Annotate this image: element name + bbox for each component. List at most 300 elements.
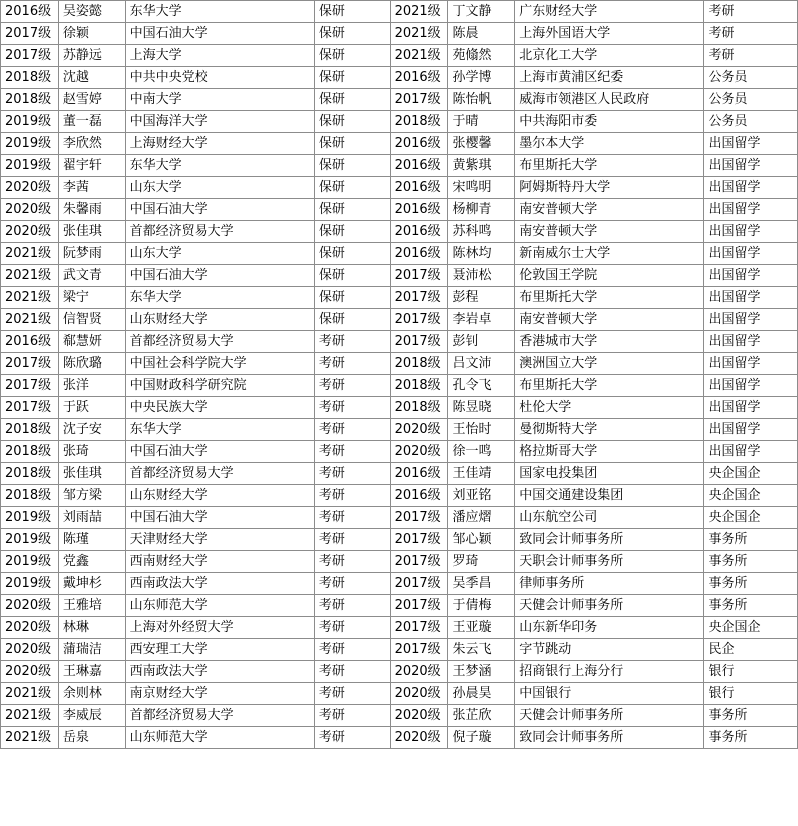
cell-year_right: 2021级 [390, 1, 448, 23]
cell-type_right: 央企国企 [704, 485, 798, 507]
cell-year_left: 2020级 [1, 661, 59, 683]
cell-year_right: 2018级 [390, 353, 448, 375]
cell-name_right: 黄紫琪 [448, 155, 515, 177]
cell-year_left: 2019级 [1, 155, 59, 177]
cell-type_right: 出国留学 [704, 199, 798, 221]
cell-year_right: 2017级 [390, 309, 448, 331]
cell-destination_right: 阿姆斯特丹大学 [515, 177, 704, 199]
cell-type_left: 考研 [314, 419, 390, 441]
cell-year_left: 2021级 [1, 683, 59, 705]
cell-type_left: 保研 [314, 199, 390, 221]
cell-year_right: 2017级 [390, 595, 448, 617]
cell-destination_right: 威海市领港区人民政府 [515, 89, 704, 111]
cell-name_left: 郗慧妍 [58, 331, 125, 353]
cell-destination_left: 中国石油大学 [125, 441, 314, 463]
cell-destination_left: 天津财经大学 [125, 529, 314, 551]
cell-type_left: 保研 [314, 111, 390, 133]
cell-destination_left: 中共中央党校 [125, 67, 314, 89]
cell-type_right: 出国留学 [704, 397, 798, 419]
cell-destination_right: 天职会计师事务所 [515, 551, 704, 573]
cell-name_left: 梁宁 [58, 287, 125, 309]
cell-year_right: 2017级 [390, 331, 448, 353]
table-row [1, 1, 798, 23]
cell-year_right: 2016级 [390, 67, 448, 89]
cell-destination_right: 国家电投集团 [515, 463, 704, 485]
cell-type_right: 出国留学 [704, 331, 798, 353]
cell-year_right: 2018级 [390, 375, 448, 397]
cell-type_left: 考研 [314, 397, 390, 419]
cell-year_right: 2017级 [390, 265, 448, 287]
cell-type_left: 考研 [314, 507, 390, 529]
cell-type_right: 民企 [704, 639, 798, 661]
table-row [1, 89, 798, 111]
cell-name_left: 李威辰 [58, 705, 125, 727]
cell-name_right: 吕文沛 [448, 353, 515, 375]
table-row [1, 287, 798, 309]
cell-type_left: 考研 [314, 573, 390, 595]
table-row [1, 221, 798, 243]
cell-name_right: 于倩梅 [448, 595, 515, 617]
cell-name_right: 张樱馨 [448, 133, 515, 155]
cell-type_right: 事务所 [704, 529, 798, 551]
cell-name_left: 邹方梁 [58, 485, 125, 507]
cell-name_right: 徐一鸣 [448, 441, 515, 463]
cell-destination_left: 山东财经大学 [125, 309, 314, 331]
table-row [1, 639, 798, 661]
cell-year_right: 2020级 [390, 683, 448, 705]
cell-type_right: 银行 [704, 683, 798, 705]
cell-year_left: 2016级 [1, 1, 59, 23]
cell-year_left: 2019级 [1, 111, 59, 133]
cell-destination_left: 东华大学 [125, 1, 314, 23]
cell-type_right: 考研 [704, 45, 798, 67]
cell-destination_left: 中南大学 [125, 89, 314, 111]
cell-name_right: 丁文静 [448, 1, 515, 23]
cell-type_right: 出国留学 [704, 155, 798, 177]
table-row [1, 683, 798, 705]
table-row [1, 243, 798, 265]
cell-year_right: 2017级 [390, 529, 448, 551]
cell-year_left: 2018级 [1, 419, 59, 441]
cell-destination_right: 北京化工大学 [515, 45, 704, 67]
cell-type_right: 出国留学 [704, 177, 798, 199]
cell-type_right: 事务所 [704, 595, 798, 617]
cell-type_right: 公务员 [704, 67, 798, 89]
cell-name_right: 潘应熠 [448, 507, 515, 529]
cell-destination_left: 山东大学 [125, 243, 314, 265]
cell-name_left: 阮梦雨 [58, 243, 125, 265]
cell-type_left: 考研 [314, 441, 390, 463]
cell-type_left: 考研 [314, 705, 390, 727]
cell-destination_right: 南安普顿大学 [515, 199, 704, 221]
cell-destination_right: 山东航空公司 [515, 507, 704, 529]
cell-name_left: 张佳琪 [58, 463, 125, 485]
cell-type_right: 央企国企 [704, 617, 798, 639]
cell-year_right: 2021级 [390, 23, 448, 45]
cell-year_left: 2020级 [1, 617, 59, 639]
cell-destination_right: 字节跳动 [515, 639, 704, 661]
cell-destination_left: 首都经济贸易大学 [125, 331, 314, 353]
cell-year_left: 2017级 [1, 23, 59, 45]
cell-destination_right: 律师事务所 [515, 573, 704, 595]
cell-name_left: 岳泉 [58, 727, 125, 749]
cell-destination_left: 东华大学 [125, 419, 314, 441]
cell-destination_left: 东华大学 [125, 155, 314, 177]
cell-type_left: 考研 [314, 375, 390, 397]
cell-type_left: 保研 [314, 1, 390, 23]
cell-name_right: 朱云飞 [448, 639, 515, 661]
cell-destination_left: 中国社会科学院大学 [125, 353, 314, 375]
table-row [1, 199, 798, 221]
cell-year_right: 2016级 [390, 485, 448, 507]
cell-destination_left: 东华大学 [125, 287, 314, 309]
cell-year_left: 2016级 [1, 331, 59, 353]
cell-year_left: 2019级 [1, 133, 59, 155]
cell-name_right: 彭钊 [448, 331, 515, 353]
cell-year_right: 2017级 [390, 639, 448, 661]
cell-year_right: 2017级 [390, 89, 448, 111]
cell-type_right: 出国留学 [704, 287, 798, 309]
cell-type_left: 考研 [314, 661, 390, 683]
cell-name_left: 戴坤杉 [58, 573, 125, 595]
cell-name_left: 刘雨喆 [58, 507, 125, 529]
cell-type_right: 央企国企 [704, 463, 798, 485]
cell-year_left: 2019级 [1, 573, 59, 595]
cell-name_left: 徐颖 [58, 23, 125, 45]
cell-destination_left: 中国财政科学研究院 [125, 375, 314, 397]
cell-type_left: 考研 [314, 639, 390, 661]
cell-type_left: 保研 [314, 45, 390, 67]
cell-type_right: 出国留学 [704, 221, 798, 243]
table-row [1, 419, 798, 441]
cell-year_left: 2020级 [1, 639, 59, 661]
cell-year_right: 2017级 [390, 617, 448, 639]
cell-type_right: 出国留学 [704, 419, 798, 441]
table-row [1, 529, 798, 551]
cell-destination_left: 首都经济贸易大学 [125, 705, 314, 727]
cell-year_right: 2016级 [390, 199, 448, 221]
cell-name_left: 蒲瑞洁 [58, 639, 125, 661]
cell-type_left: 保研 [314, 177, 390, 199]
cell-year_left: 2020级 [1, 595, 59, 617]
cell-year_right: 2016级 [390, 243, 448, 265]
cell-destination_right: 天健会计师事务所 [515, 705, 704, 727]
cell-name_left: 王琳嘉 [58, 661, 125, 683]
cell-destination_right: 中国银行 [515, 683, 704, 705]
cell-type_left: 考研 [314, 485, 390, 507]
cell-destination_right: 南安普顿大学 [515, 309, 704, 331]
cell-type_left: 保研 [314, 309, 390, 331]
cell-destination_left: 首都经济贸易大学 [125, 463, 314, 485]
cell-destination_left: 首都经济贸易大学 [125, 221, 314, 243]
cell-destination_left: 山东师范大学 [125, 727, 314, 749]
cell-type_right: 公务员 [704, 111, 798, 133]
cell-type_left: 保研 [314, 133, 390, 155]
cell-name_right: 李岩卓 [448, 309, 515, 331]
cell-destination_left: 山东大学 [125, 177, 314, 199]
cell-year_left: 2021级 [1, 705, 59, 727]
cell-name_right: 刘亚铭 [448, 485, 515, 507]
table-row [1, 661, 798, 683]
cell-destination_right: 山东新华印务 [515, 617, 704, 639]
cell-year_right: 2016级 [390, 155, 448, 177]
cell-type_right: 事务所 [704, 551, 798, 573]
cell-name_left: 李茜 [58, 177, 125, 199]
cell-name_left: 信智贤 [58, 309, 125, 331]
cell-destination_left: 中国石油大学 [125, 265, 314, 287]
cell-destination_right: 上海外国语大学 [515, 23, 704, 45]
cell-type_left: 考研 [314, 595, 390, 617]
cell-name_right: 宋鸣明 [448, 177, 515, 199]
cell-year_left: 2020级 [1, 221, 59, 243]
cell-year_left: 2018级 [1, 485, 59, 507]
cell-name_left: 余则林 [58, 683, 125, 705]
cell-year_left: 2017级 [1, 375, 59, 397]
cell-type_right: 央企国企 [704, 507, 798, 529]
cell-year_left: 2021级 [1, 727, 59, 749]
cell-destination_right: 南安普顿大学 [515, 221, 704, 243]
cell-name_left: 李欣然 [58, 133, 125, 155]
table-row [1, 375, 798, 397]
table-row [1, 727, 798, 749]
cell-year_right: 2017级 [390, 551, 448, 573]
cell-type_left: 考研 [314, 617, 390, 639]
cell-destination_left: 上海大学 [125, 45, 314, 67]
cell-year_left: 2020级 [1, 199, 59, 221]
cell-destination_left: 中国石油大学 [125, 23, 314, 45]
cell-name_left: 于跃 [58, 397, 125, 419]
cell-year_left: 2018级 [1, 89, 59, 111]
cell-year_right: 2021级 [390, 45, 448, 67]
cell-name_right: 倪子璇 [448, 727, 515, 749]
cell-destination_right: 杜伦大学 [515, 397, 704, 419]
cell-name_left: 张洋 [58, 375, 125, 397]
cell-year_right: 2016级 [390, 221, 448, 243]
table-row [1, 595, 798, 617]
cell-destination_left: 山东师范大学 [125, 595, 314, 617]
table-row [1, 133, 798, 155]
cell-year_right: 2016级 [390, 177, 448, 199]
cell-type_right: 考研 [704, 1, 798, 23]
cell-type_right: 银行 [704, 661, 798, 683]
cell-name_right: 王梦涵 [448, 661, 515, 683]
cell-year_left: 2021级 [1, 309, 59, 331]
cell-name_right: 王怡时 [448, 419, 515, 441]
cell-type_left: 考研 [314, 331, 390, 353]
cell-year_right: 2020级 [390, 705, 448, 727]
cell-type_right: 事务所 [704, 573, 798, 595]
cell-year_right: 2016级 [390, 133, 448, 155]
cell-destination_right: 布里斯托大学 [515, 375, 704, 397]
cell-type_right: 公务员 [704, 89, 798, 111]
cell-destination_right: 致同会计师事务所 [515, 529, 704, 551]
cell-year_right: 2020级 [390, 441, 448, 463]
cell-name_right: 陈昱晓 [448, 397, 515, 419]
cell-type_right: 出国留学 [704, 265, 798, 287]
cell-destination_left: 西安理工大学 [125, 639, 314, 661]
cell-year_right: 2018级 [390, 397, 448, 419]
cell-destination_right: 招商银行上海分行 [515, 661, 704, 683]
cell-year_right: 2017级 [390, 573, 448, 595]
cell-name_right: 聂沛松 [448, 265, 515, 287]
table-row [1, 45, 798, 67]
cell-year_left: 2018级 [1, 441, 59, 463]
cell-year_right: 2020级 [390, 419, 448, 441]
cell-destination_right: 曼彻斯特大学 [515, 419, 704, 441]
cell-year_left: 2021级 [1, 265, 59, 287]
cell-type_right: 考研 [704, 23, 798, 45]
cell-name_right: 吴季昌 [448, 573, 515, 595]
cell-type_left: 保研 [314, 221, 390, 243]
table-row [1, 507, 798, 529]
cell-type_left: 保研 [314, 265, 390, 287]
cell-name_left: 张佳琪 [58, 221, 125, 243]
cell-name_left: 党鑫 [58, 551, 125, 573]
cell-year_right: 2020级 [390, 727, 448, 749]
cell-year_left: 2021级 [1, 243, 59, 265]
cell-destination_left: 上海对外经贸大学 [125, 617, 314, 639]
cell-name_right: 陈怡帆 [448, 89, 515, 111]
cell-destination_left: 西南政法大学 [125, 573, 314, 595]
cell-type_left: 保研 [314, 23, 390, 45]
cell-name_right: 于晴 [448, 111, 515, 133]
cell-destination_right: 布里斯托大学 [515, 155, 704, 177]
cell-name_right: 孙晨昊 [448, 683, 515, 705]
cell-name_left: 王雅培 [58, 595, 125, 617]
cell-type_left: 保研 [314, 243, 390, 265]
cell-destination_right: 新南威尔士大学 [515, 243, 704, 265]
cell-year_left: 2018级 [1, 67, 59, 89]
table-row [1, 353, 798, 375]
cell-type_left: 保研 [314, 89, 390, 111]
cell-year_left: 2018级 [1, 463, 59, 485]
table-row [1, 331, 798, 353]
cell-destination_right: 香港城市大学 [515, 331, 704, 353]
cell-destination_left: 山东财经大学 [125, 485, 314, 507]
cell-type_right: 事务所 [704, 727, 798, 749]
cell-year_right: 2017级 [390, 287, 448, 309]
cell-type_left: 考研 [314, 683, 390, 705]
cell-year_left: 2017级 [1, 45, 59, 67]
table-row [1, 265, 798, 287]
cell-type_left: 考研 [314, 353, 390, 375]
cell-name_left: 吴姿懿 [58, 1, 125, 23]
cell-name_right: 陈林均 [448, 243, 515, 265]
cell-year_left: 2017级 [1, 353, 59, 375]
table-row [1, 155, 798, 177]
table-row [1, 67, 798, 89]
cell-destination_left: 中国石油大学 [125, 507, 314, 529]
cell-name_right: 王亚璇 [448, 617, 515, 639]
cell-year_right: 2017级 [390, 507, 448, 529]
cell-name_left: 赵雪婷 [58, 89, 125, 111]
cell-name_left: 陈欣璐 [58, 353, 125, 375]
cell-destination_right: 澳洲国立大学 [515, 353, 704, 375]
cell-name_left: 苏静远 [58, 45, 125, 67]
table-row [1, 705, 798, 727]
cell-type_left: 考研 [314, 529, 390, 551]
cell-type_left: 保研 [314, 287, 390, 309]
cell-name_left: 林琳 [58, 617, 125, 639]
cell-year_right: 2016级 [390, 463, 448, 485]
cell-destination_left: 西南政法大学 [125, 661, 314, 683]
cell-type_left: 考研 [314, 551, 390, 573]
cell-destination_left: 南京财经大学 [125, 683, 314, 705]
cell-year_left: 2019级 [1, 529, 59, 551]
cell-type_right: 出国留学 [704, 375, 798, 397]
cell-year_right: 2018级 [390, 111, 448, 133]
cell-name_left: 武文青 [58, 265, 125, 287]
cell-type_left: 考研 [314, 463, 390, 485]
cell-name_right: 罗琦 [448, 551, 515, 573]
cell-name_left: 沈子安 [58, 419, 125, 441]
table-row [1, 397, 798, 419]
cell-year_left: 2020级 [1, 177, 59, 199]
cell-destination_right: 广东财经大学 [515, 1, 704, 23]
table-row [1, 617, 798, 639]
cell-name_right: 王佳靖 [448, 463, 515, 485]
table-row [1, 177, 798, 199]
table-row [1, 441, 798, 463]
cell-name_right: 张芷欣 [448, 705, 515, 727]
cell-year_left: 2021级 [1, 287, 59, 309]
cell-name_right: 陈晨 [448, 23, 515, 45]
cell-destination_right: 致同会计师事务所 [515, 727, 704, 749]
table-body [1, 1, 798, 749]
cell-name_right: 杨柳青 [448, 199, 515, 221]
cell-type_right: 出国留学 [704, 353, 798, 375]
cell-name_right: 邹心颖 [448, 529, 515, 551]
cell-year_right: 2020级 [390, 661, 448, 683]
cell-name_left: 董一磊 [58, 111, 125, 133]
table-row [1, 23, 798, 45]
table-row [1, 485, 798, 507]
table-row [1, 573, 798, 595]
cell-type_right: 出国留学 [704, 441, 798, 463]
cell-type_left: 保研 [314, 67, 390, 89]
cell-destination_right: 中国交通建设集团 [515, 485, 704, 507]
cell-name_right: 孔令飞 [448, 375, 515, 397]
cell-name_left: 沈越 [58, 67, 125, 89]
cell-destination_left: 中央民族大学 [125, 397, 314, 419]
cell-name_right: 苑翛然 [448, 45, 515, 67]
cell-type_left: 考研 [314, 727, 390, 749]
cell-name_right: 彭程 [448, 287, 515, 309]
cell-name_left: 张琦 [58, 441, 125, 463]
cell-destination_right: 伦敦国王学院 [515, 265, 704, 287]
cell-destination_left: 中国海洋大学 [125, 111, 314, 133]
cell-year_left: 2019级 [1, 551, 59, 573]
cell-destination_right: 天健会计师事务所 [515, 595, 704, 617]
cell-type_right: 出国留学 [704, 133, 798, 155]
cell-destination_left: 西南财经大学 [125, 551, 314, 573]
table-row [1, 463, 798, 485]
cell-type_right: 出国留学 [704, 309, 798, 331]
cell-type_right: 事务所 [704, 705, 798, 727]
cell-year_left: 2017级 [1, 397, 59, 419]
table-row [1, 309, 798, 331]
cell-type_right: 出国留学 [704, 243, 798, 265]
cell-destination_right: 布里斯托大学 [515, 287, 704, 309]
cell-destination_right: 墨尔本大学 [515, 133, 704, 155]
cell-name_left: 朱馨雨 [58, 199, 125, 221]
cell-name_right: 苏科鸣 [448, 221, 515, 243]
cell-destination_right: 上海市黄浦区纪委 [515, 67, 704, 89]
cell-destination_left: 上海财经大学 [125, 133, 314, 155]
cell-name_left: 陈瑾 [58, 529, 125, 551]
cell-destination_right: 中共海阳市委 [515, 111, 704, 133]
cell-type_left: 保研 [314, 155, 390, 177]
